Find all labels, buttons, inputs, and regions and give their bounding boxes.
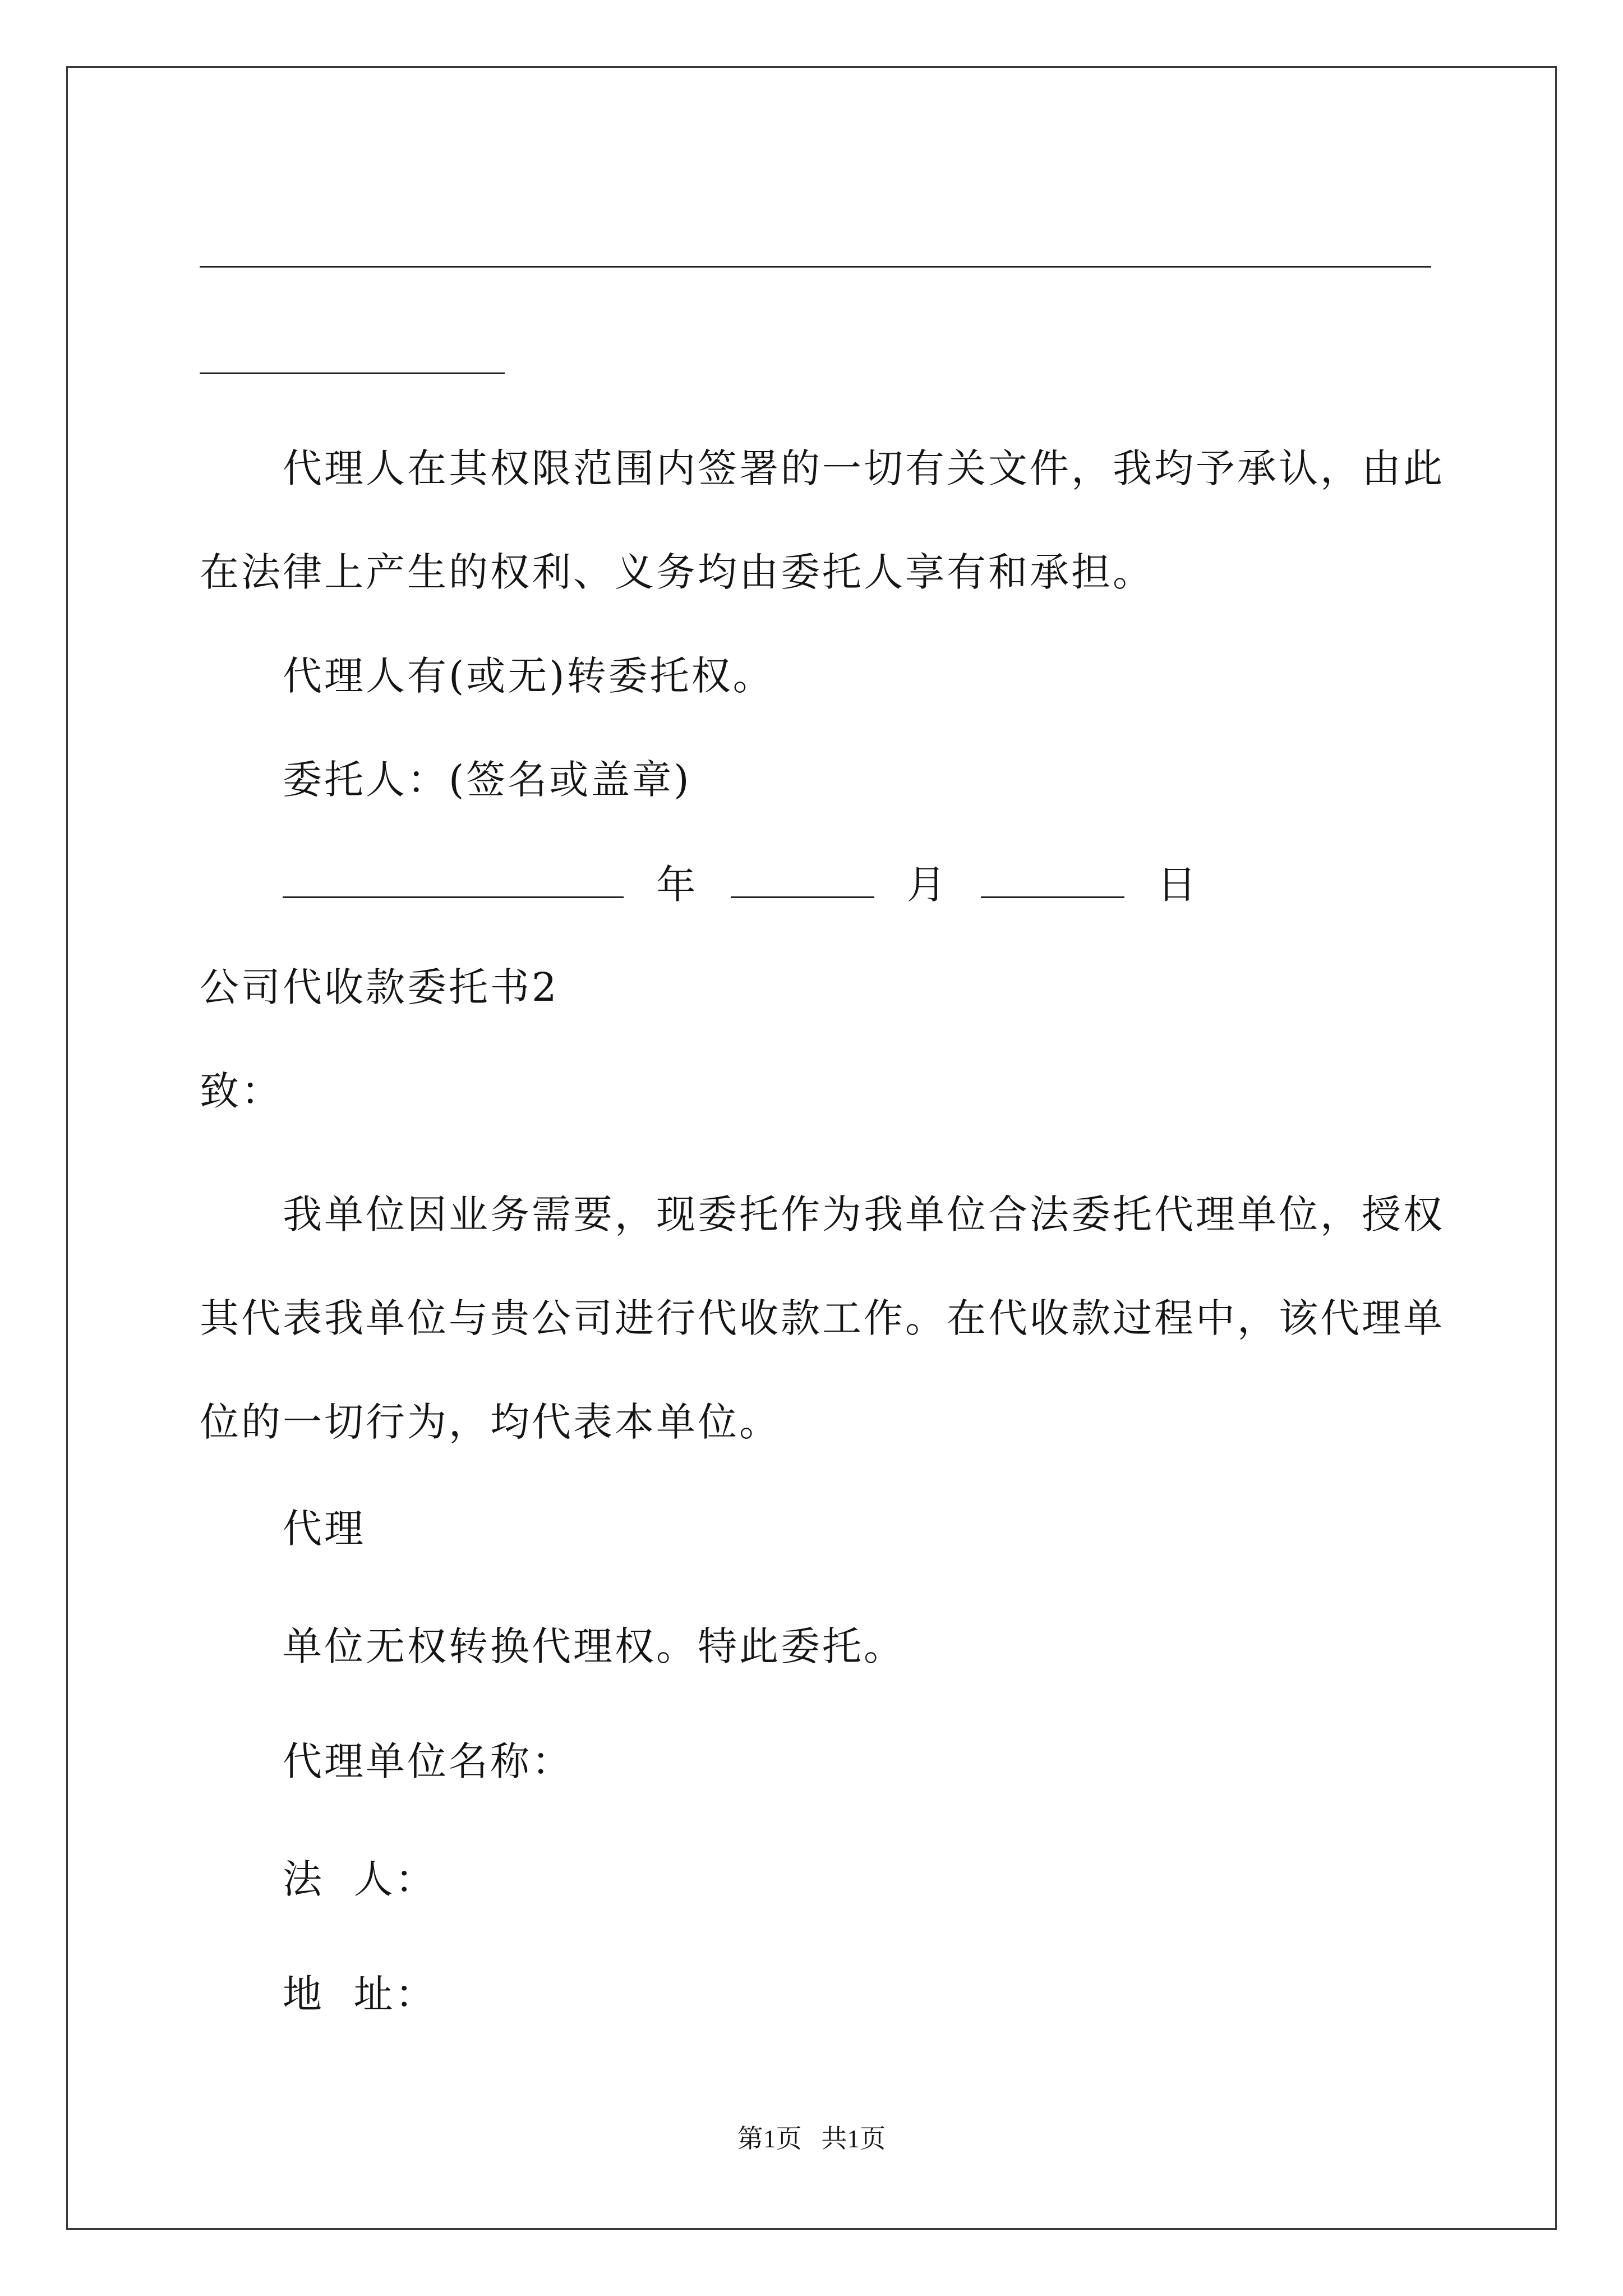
address-field: 地 址： (283, 1971, 437, 2017)
body-paragraph-line-2: 其代表我单位与贵公司进行代收款工作。在代收款过程中，该代理单 (200, 1295, 1445, 1341)
year-label: 年 (656, 862, 698, 908)
authorization-paragraph-line-1: 代理人在其权限范围内签署的一切有关文件，我均予承认，由此 (283, 445, 1445, 491)
month-label: 月 (906, 862, 948, 908)
agent-unit-name-field: 代理单位名称： (283, 1738, 573, 1784)
authorization-paragraph-line-2: 在法律上产生的权利、义务均由委托人享有和承担。 (200, 549, 1154, 595)
page-border (66, 66, 1557, 2230)
day-blank (981, 864, 1124, 898)
month-blank (731, 864, 874, 898)
body-paragraph-line-1: 我单位因业务需要，现委托作为我单位合法委托代理单位，授权 (283, 1191, 1445, 1237)
year-blank (283, 864, 624, 898)
no-transfer-line: 单位无权转换代理权。特此委托。 (283, 1623, 905, 1669)
agent-line: 代理 (283, 1506, 366, 1552)
page-number: 第1页 共1页 (737, 2124, 886, 2153)
day-label: 日 (1157, 862, 1199, 908)
section-title: 公司代收款委托书2 (200, 964, 559, 1010)
body-paragraph-line-3: 位的一切行为，均代表本单位。 (200, 1399, 781, 1445)
date-line (283, 862, 1216, 908)
principal-signature-line: 委托人：(签名或盖章) (283, 757, 691, 803)
legal-person-field: 法 人： (283, 1856, 437, 1902)
fill-in-rule (200, 266, 1431, 268)
fill-in-rule (200, 372, 505, 374)
subdelegation-paragraph: 代理人有(或无)转委托权。 (283, 653, 774, 699)
addressee-line: 致： (200, 1068, 283, 1114)
